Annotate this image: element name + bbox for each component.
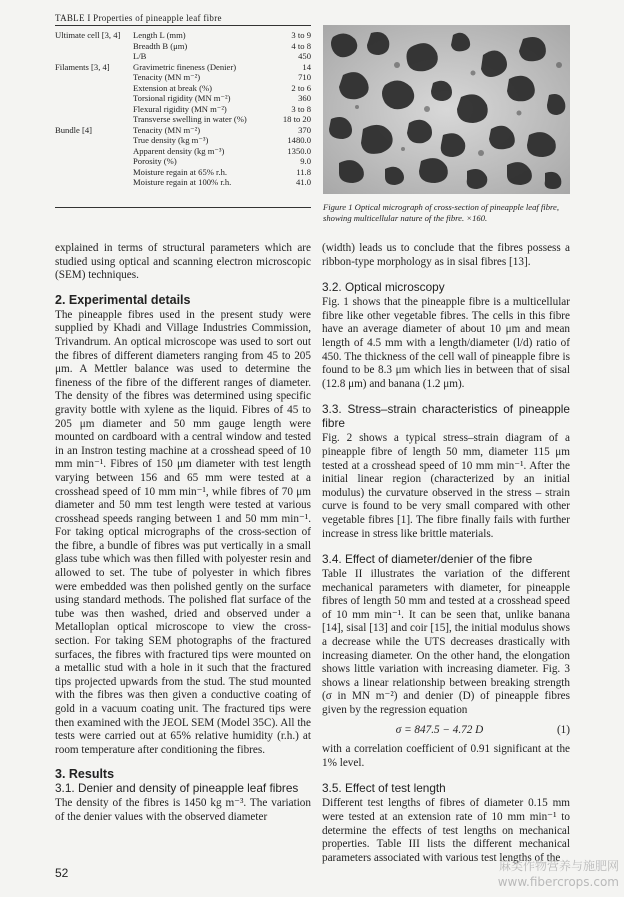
table-cell-value: 370 <box>298 124 311 135</box>
figure-caption-text: Figure 1 Optical micrograph of cross-section of pineapple leaf fibre, showing multicellular nature of the fibre. ×160. <box>323 202 559 223</box>
left-intro: explained in terms of structural parameters which are studied using optical and scanning electron microscopic (SEM) techniques. <box>55 242 311 282</box>
equation-body: σ = 847.5 − 4.72 D <box>395 723 484 736</box>
left-column <box>55 242 311 825</box>
table-row <box>55 51 311 62</box>
table-cell-property: Torsional rigidity (MN m⁻²) <box>133 93 231 103</box>
table-row <box>55 177 311 188</box>
table-cell-value: 18 to 20 <box>282 114 311 124</box>
table-row <box>55 72 311 83</box>
table-cell-group <box>55 41 133 52</box>
watermark-line-2: www.fibercrops.com <box>497 875 619 889</box>
table-row <box>55 114 311 125</box>
table-bottom-rule <box>55 207 311 208</box>
section-2-text: The pineapple fibres used in the present study were supplied by Khadi and Village Industries Commission, Trivandrum. An optical microscope was used to sort out the fibres of different diameters ranging from 45 to 205 μm. A Mettler balance was used to determine the fineness of the fibre of the different ranges of diameter. The density of the fibres was determined using specific gravity bottle with xylene as the liquid. Fibres of 45 to 205 μm diameter and 50 mm gauge length were mounted on cardboard with a central window and tested in an Instron testing machine at a crosshead speed of 10 mm min⁻¹. Fibres of 150 μm diameter with test length varying between 156 and 65 mm were tested at a crosshead speed of 10 mm min⁻¹, while fibres of 70 μm diameter and 50 mm test length were tested at various crosshead speeds ranging between 1 and 50 mm min⁻¹. For taking optical micrographs of the cross-section of the fibre, a bundle of fibres was put vertically in a small glass tube which was then filled with polyester resin and allowed to set. The tube of polyester in which fibres were embedded was then polished gently on the surface using standard methods. The polished flat surface of the tube was then washed, dried and observed under a Metalloplan optical microscope to view the cross-section. For taking SEM photographs of the fractured surfaces, the fibres with fractured tips were mounted on a metallic stud with a hole in it such that the fractured tips projected upwards from the stud. The stud mounted with the fibres was then given a conductive coating of gold in a vacuum coating unit. The fractured tips were then examined with the JEOL SEM (Model 35C). All the tests were carried out at 65% relative humidity (r.h.) at room temperature after conditioning the fibres. <box>55 308 311 756</box>
table-row <box>55 30 311 41</box>
table-row <box>55 104 311 115</box>
table-cell-group: Ultimate cell [3, 4] <box>55 30 121 40</box>
table-cell-property: Tenacity (MN m⁻²) <box>133 124 201 135</box>
equation-1 <box>322 724 570 738</box>
watermark <box>498 858 619 890</box>
section-3-2-text: Fig. 1 shows that the pineapple fibre is a multicellular fibre like other vegetable fibres. The cells in this fibre have an average diameter of about 10 μm and mean length of 4.5 mm with a length/diameter (l/d) ratio of 450. The thickness of the cell wall of pineapple fibre is found to be 8.3 μm which lies in between that of sisal (12.8 μm) and banana (1.2 μm). <box>322 296 570 390</box>
table-cell-value: 11.8 <box>296 166 311 177</box>
table-cell-group: Filaments [3, 4] <box>55 61 110 72</box>
table-cell-property: Breadth B (μm) <box>133 40 188 51</box>
table-cell-value: 4 to 8 <box>291 40 311 51</box>
table-cell-property: Tenacity (MN m⁻²) <box>133 72 201 82</box>
table-cell-property: Apparent density (kg m⁻³) <box>133 145 225 156</box>
right-intro: (width) leads us to conclude that the fibres possess a ribbon-type morphology as in sisal fibres [13]. <box>322 242 570 268</box>
table-cell-group <box>55 146 133 157</box>
micrograph-svg <box>323 25 570 194</box>
table-cell-group <box>55 104 133 115</box>
table-cell-property: Transverse swelling in water (%) <box>133 114 247 124</box>
table-row <box>55 167 311 178</box>
watermark-line-1: 麻类作物营养与施肥网 <box>498 859 619 873</box>
table-row <box>55 146 311 157</box>
equation-number: (1) <box>556 723 570 736</box>
section-3-1-text: The density of the fibres is 1450 kg m⁻³. The variation of the denier values with the observed diameter <box>55 797 311 823</box>
table-cell-property: Porosity (%) <box>133 156 177 166</box>
figure-caption <box>323 202 570 223</box>
table-caption: TABLE I Properties of pineapple leaf fibre <box>55 13 311 26</box>
micrograph-image <box>323 25 570 194</box>
table-cell-group <box>55 93 133 104</box>
table-cell-property: Gravimetric fineness (Denier) <box>133 61 237 72</box>
table-row <box>55 125 311 136</box>
table-cell-group <box>55 83 133 94</box>
table-cell-value: 1480.0 <box>287 135 311 145</box>
section-3-4-heading: 3.4. Effect of diameter/denier of the fibre <box>322 552 533 567</box>
section-3-3-heading: 3.3. Stress–strain characteristics of pineapple fibre <box>322 402 570 431</box>
table-cell-property: True density (kg m⁻³) <box>133 135 209 145</box>
table-cell-group: Bundle [4] <box>55 124 92 135</box>
section-3-5-text: Different test lengths of fibres of diameter 0.15 mm were tested at an extension rate of 10 mm min⁻¹ to determine the effects of test lengths on mechanical properties. Table III lists the different mechanical parameters associated with various test lengths of the <box>322 797 570 864</box>
table-cell-value: 450 <box>298 51 311 61</box>
table-cell-property: L/B <box>133 51 147 61</box>
table-row <box>55 156 311 167</box>
page-number: 52 <box>55 866 69 880</box>
table-cell-group <box>55 167 133 178</box>
table-cell-value: 14 <box>302 61 311 72</box>
table-cell-group <box>55 177 133 188</box>
section-3-3-text: Fig. 2 shows a typical stress–strain diagram of a pineapple fibre of length 50 mm, diameter 115 μm tested at a crosshead speed of 10 mm min⁻¹. After the initial linear region (characterized by an initial modulus) the curvature observed in the stress – strain curve is found to be very small compared with other vegetable fibres [1]. The fibre finally fails with further increase in stress like brittle materials. <box>322 432 570 540</box>
table-cell-group <box>55 135 133 146</box>
table-cell-property: Length L (mm) <box>133 30 186 40</box>
table-cell-value: 3 to 9 <box>291 30 311 40</box>
section-3-5-heading: 3.5. Effect of test length <box>322 781 446 796</box>
table-row <box>55 41 311 52</box>
table-cell-value: 1350.0 <box>287 145 311 156</box>
table-cell-group <box>55 72 133 83</box>
table-cell-property: Moisture regain at 65% r.h. <box>133 166 228 177</box>
table-row <box>55 93 311 104</box>
section-3-2-heading: 3.2. Optical microscopy <box>322 280 445 295</box>
table-cell-value: 9.0 <box>300 156 311 166</box>
section-3-heading: 3. Results <box>55 767 115 782</box>
section-3-4-text: Table II illustrates the variation of the different mechanical parameters with diameter, for pineapple fibres of length 50 mm and tested at a crosshead speed of 10 mm min⁻¹. It can be seen that, unlike banana [14], sisal [13] and coir [15], the initial modulus shows a decrease while the UTS decreases drastically with increasing diameter. On the other hand, the elongation shows little variation with increasing diameter. Fig. 3 shows a linear relationship between breaking strength (σ in MN m⁻²) and denier (D) of pineapple fibres given by the regression equation <box>322 568 570 717</box>
table-cell-value: 41.0 <box>295 177 311 187</box>
table-cell-property: Extension at break (%) <box>133 82 212 93</box>
table-cell-value: 2 to 6 <box>291 82 311 93</box>
table-cell-property: Moisture regain at 100% r.h. <box>133 177 232 187</box>
table-cell-group <box>55 156 133 167</box>
table-cell-group <box>55 114 133 125</box>
table-cell-value: 3 to 8 <box>291 103 311 114</box>
table-row <box>55 83 311 94</box>
table-cell-group <box>55 51 133 62</box>
section-2-heading: 2. Experimental details <box>55 292 191 307</box>
section-3-4-after: with a correlation coefficient of 0.91 significant at the 1% level. <box>322 743 570 769</box>
right-column <box>322 242 570 865</box>
table-row <box>55 62 311 73</box>
table-cell-value: 710 <box>298 72 311 82</box>
table-row <box>55 135 311 146</box>
properties-table <box>55 30 311 188</box>
table-cell-property: Flexural rigidity (MN m⁻²) <box>133 103 227 114</box>
table-cell-value: 360 <box>298 93 311 103</box>
section-3-1-heading: 3.1. Denier and density of pineapple leaf fibres <box>55 781 299 796</box>
